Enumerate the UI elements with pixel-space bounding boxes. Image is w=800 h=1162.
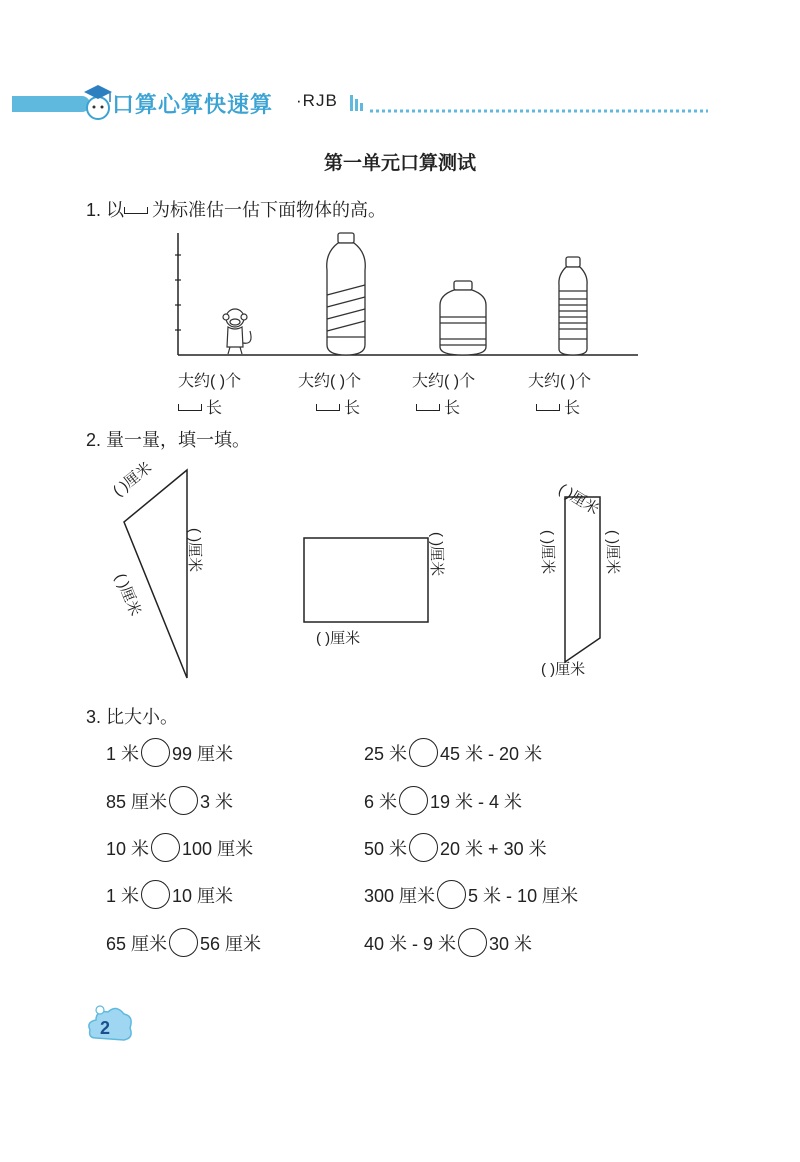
q1-title-prefix: 1. 以	[86, 200, 125, 220]
unit-bar-icon	[124, 207, 148, 214]
triangle-left-label[interactable]: ( )厘米	[111, 571, 144, 619]
compare-right-operand: 45 米 - 20 米	[440, 743, 543, 764]
q1-answer-short-bottle	[412, 368, 475, 418]
q1-answer-tall-bottle	[298, 368, 361, 418]
compare-circle-blank[interactable]	[141, 738, 170, 767]
compare-circle-blank[interactable]	[409, 833, 438, 862]
compare-left-operand: 65 厘米	[106, 933, 168, 954]
compare-circle-blank[interactable]	[151, 833, 180, 862]
trapezoid-top-label[interactable]: ( )厘米	[555, 480, 602, 519]
estimate-blank[interactable]: 大约( )个	[528, 373, 592, 390]
estimate-blank[interactable]: 大约( )个	[298, 373, 362, 390]
compare-right-operand: 56 厘米	[200, 933, 262, 954]
compare-left-operand: 300 厘米	[364, 885, 436, 906]
q3-title: 3. 比大小。	[86, 707, 179, 727]
header-title: 口算心算快速算	[112, 92, 274, 117]
header-dotted-rule	[350, 93, 710, 117]
compare-row-right-3	[364, 833, 547, 862]
rectangle-right-label[interactable]: ( )厘米	[428, 532, 445, 577]
unit-bar-icon	[178, 404, 202, 411]
compare-left-operand: 6 米	[364, 791, 398, 812]
compare-circle-blank[interactable]	[169, 928, 198, 957]
compare-right-operand: 30 米	[489, 933, 533, 954]
compare-row-left-3	[106, 833, 253, 862]
compare-circle-blank[interactable]	[409, 738, 438, 767]
unit-label: 长	[444, 400, 461, 417]
q1-title	[86, 196, 386, 222]
rectangle-shape	[304, 538, 428, 622]
trapezoid-shape	[565, 497, 600, 662]
unit-label: 长	[564, 400, 581, 417]
ribbed-bottle-icon	[559, 257, 587, 355]
compare-left-operand: 85 厘米	[106, 791, 168, 812]
compare-row-left-2	[106, 786, 233, 815]
page-number: 2	[100, 1018, 111, 1038]
compare-left-operand: 50 米	[364, 838, 408, 859]
compare-row-right-2	[364, 786, 522, 815]
trapezoid-bottom-label[interactable]: ( )厘米	[541, 661, 586, 678]
compare-right-operand: 100 厘米	[182, 838, 254, 859]
compare-circle-blank[interactable]	[399, 786, 428, 815]
rectangle-bottom-label[interactable]: ( )厘米	[316, 630, 361, 647]
compare-right-operand: 99 厘米	[172, 743, 234, 764]
q1-answer-ribbed-bottle	[528, 368, 591, 418]
unit-label: 长	[206, 400, 223, 417]
header-accent-bar	[12, 96, 90, 112]
compare-row-right-1	[364, 738, 542, 767]
compare-right-operand: 10 厘米	[172, 885, 234, 906]
short-bottle-icon	[440, 281, 486, 355]
unit-bar-icon	[536, 404, 560, 411]
compare-right-operand: 20 米 + 30 米	[440, 838, 547, 859]
q1-objects-figure	[170, 225, 650, 365]
compare-circle-blank[interactable]	[141, 880, 170, 909]
trapezoid-left-label[interactable]: ( )厘米	[539, 530, 556, 575]
page-title: 第一单元口算测试	[323, 152, 476, 174]
q2-title: 2. 量一量，填一填。	[86, 430, 251, 450]
monkey-icon	[223, 309, 251, 354]
unit-bar-icon	[316, 404, 340, 411]
triangle-right-label[interactable]: ( )厘米	[186, 528, 203, 573]
compare-left-operand: 1 米	[106, 885, 140, 906]
triangle-top-label[interactable]: ( )厘米	[109, 459, 156, 500]
compare-row-left-5	[106, 928, 261, 957]
compare-row-right-5	[364, 928, 532, 957]
triangle-shape	[124, 470, 187, 678]
tall-bottle-icon	[327, 233, 366, 355]
estimate-blank[interactable]: 大约( )个	[178, 373, 242, 390]
q1-title-suffix: 为标准估一估下面物体的高。	[152, 200, 387, 220]
compare-row-right-4	[364, 880, 578, 909]
mascot-cap-icon	[80, 80, 116, 124]
compare-right-operand: 19 米 - 4 米	[430, 791, 523, 812]
compare-left-operand: 10 米	[106, 838, 150, 859]
compare-right-operand: 5 米 - 10 厘米	[468, 885, 579, 906]
unit-label: 长	[344, 400, 361, 417]
compare-left-operand: 25 米	[364, 743, 408, 764]
estimate-blank[interactable]: 大约( )个	[412, 373, 476, 390]
compare-row-left-4	[106, 880, 233, 909]
header-code: ·RJB	[296, 91, 338, 110]
trapezoid-right-label[interactable]: ( )厘米	[604, 530, 621, 575]
compare-circle-blank[interactable]	[458, 928, 487, 957]
compare-left-operand: 40 米 - 9 米	[364, 933, 457, 954]
unit-bar-icon	[416, 404, 440, 411]
compare-circle-blank[interactable]	[169, 786, 198, 815]
q1-answer-monkey	[178, 368, 241, 418]
compare-circle-blank[interactable]	[437, 880, 466, 909]
compare-right-operand: 3 米	[200, 791, 234, 812]
compare-left-operand: 1 米	[106, 743, 140, 764]
compare-row-left-1	[106, 738, 233, 767]
